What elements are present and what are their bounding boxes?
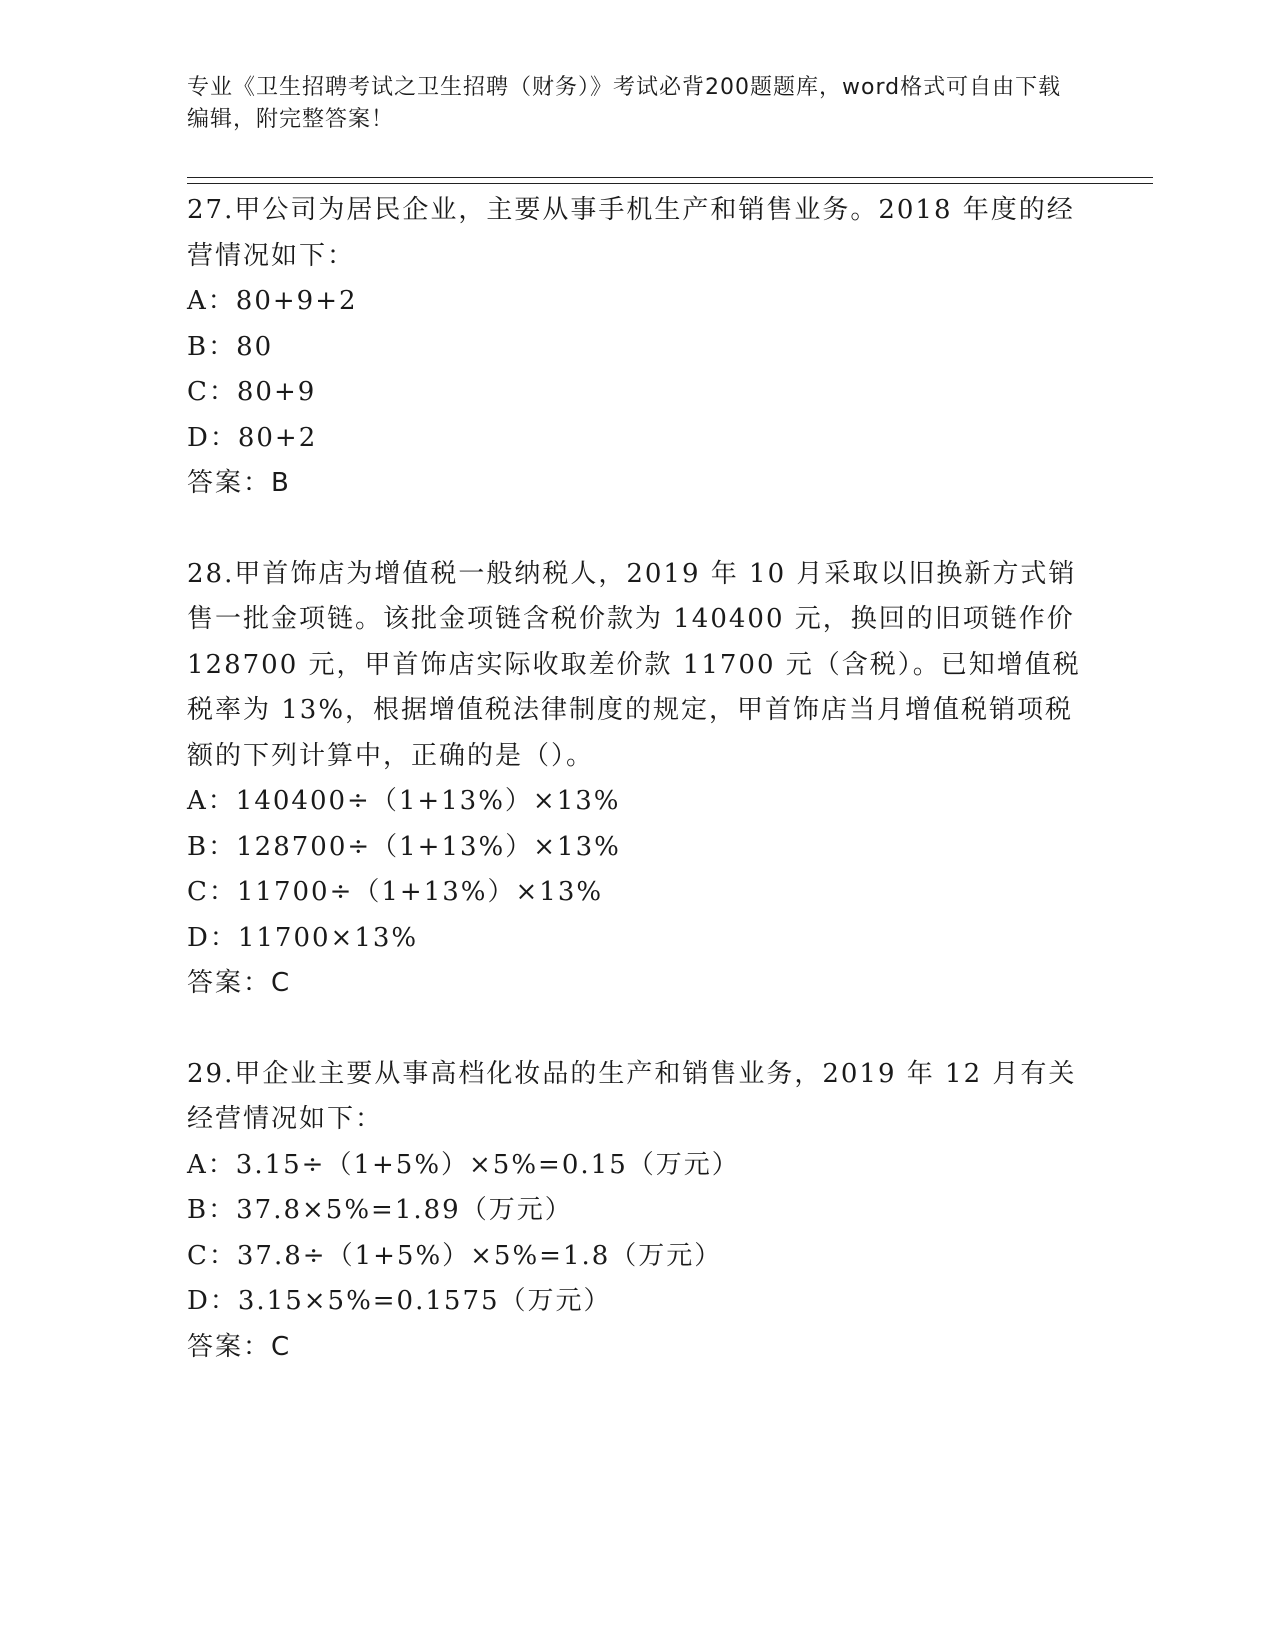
option-a: A：3.15÷（1+5%）×5%=0.15（万元）	[187, 1149, 740, 1180]
header-rule-top	[187, 177, 1153, 178]
question-list	[187, 188, 1087, 1370]
document-header: 专业《卫生招聘考试之卫生招聘（财务）》考试必背200题题库，word格式可自由下载编辑，附完整答案！	[187, 75, 1062, 132]
option-d: D：80+2	[187, 422, 318, 453]
option-b: B：128700÷（1+13%）×13%	[187, 831, 621, 862]
option-c: C：80+9	[187, 377, 317, 407]
option-b: B：80	[187, 331, 274, 362]
option-c: C：37.8÷（1+5%）×5%=1.8（万元）	[187, 1240, 723, 1271]
option-d: D：3.15×5%=0.1575（万元）	[187, 1286, 612, 1316]
question-stem: 27.甲公司为居民企业，主要从事手机生产和销售业务。2018 年度的经营情况如下：	[187, 195, 1075, 271]
question-stem: 28.甲首饰店为增值税一般纳税人，2019 年 10 月采取以旧换新方式销售一批金项链。该批金项链含税价款为 140400 元，换回的旧项链作价 128700 元，甲首饰店实际收取差价款 11700 元（含税）。已知增值税税率为 13%，根据增值税法律制度的规定，甲首饰店当月增值税销项税额的下列计算中，正确的是（）。	[187, 558, 1081, 771]
option-a: A：140400÷（1+13%）×13%	[187, 786, 621, 816]
question-27	[187, 188, 1087, 507]
answer: 答案：C	[187, 968, 292, 998]
option-a: A：80+9+2	[187, 286, 358, 316]
question-spacer	[187, 1007, 1087, 1052]
answer: 答案：B	[187, 468, 291, 498]
question-29	[187, 1052, 1087, 1371]
option-d: D：11700×13%	[187, 922, 419, 953]
question-spacer	[187, 507, 1087, 552]
option-b: B：37.8×5%=1.89（万元）	[187, 1195, 573, 1225]
option-c: C：11700÷（1+13%）×13%	[187, 877, 604, 907]
header-rule-bottom	[187, 183, 1153, 184]
answer: 答案：C	[187, 1331, 292, 1362]
question-28	[187, 552, 1087, 1007]
question-stem: 29.甲企业主要从事高档化妆品的生产和销售业务，2019 年 12 月有关经营情况如下：	[187, 1058, 1077, 1134]
